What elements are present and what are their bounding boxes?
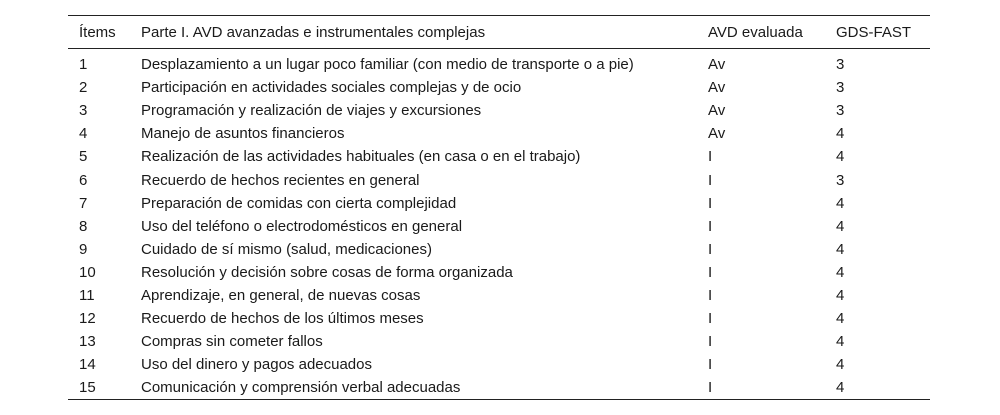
item-description: Preparación de comidas con cierta complejidad	[141, 194, 457, 212]
avd-type: I	[708, 171, 713, 189]
gds-fast-stage: 3	[836, 102, 845, 120]
item-description: Desplazamiento a un lugar poco familiar (con medio de transporte o a pie)	[141, 56, 634, 74]
avd-table-container	[68, 15, 930, 400]
avd-type: I	[708, 286, 713, 304]
item-description: Cuidado de sí mismo (salud, medicaciones)	[141, 240, 432, 258]
item-number: 7	[79, 194, 88, 212]
item-description: Programación y realización de viajes y excursiones	[141, 102, 482, 120]
gds-fast-stage: 4	[836, 333, 845, 351]
item-description: Realización de las actividades habituales (en casa o en el trabajo)	[141, 148, 581, 166]
table-row	[68, 376, 930, 400]
item-number: 2	[79, 79, 88, 97]
gds-fast-stage: 3	[836, 79, 845, 97]
table-row	[68, 353, 930, 376]
table-row	[68, 238, 930, 261]
header-row	[68, 16, 930, 49]
gds-fast-stage: 4	[836, 263, 845, 281]
item-description: Recuerdo de hechos recientes en general	[141, 171, 420, 189]
table-row	[68, 122, 930, 145]
item-description: Uso del teléfono o electrodomésticos en general	[141, 217, 463, 235]
gds-fast-stage: 4	[836, 148, 845, 166]
gds-fast-stage: 4	[836, 286, 845, 304]
avd-type: Av	[708, 79, 726, 97]
table-header	[68, 16, 930, 49]
item-number: 6	[79, 171, 88, 189]
table-row	[68, 307, 930, 330]
item-description: Aprendizaje, en general, de nuevas cosas	[141, 286, 421, 304]
table-row	[68, 76, 930, 99]
avd-type: Av	[708, 102, 726, 120]
header-avd-evaluada: AVD evaluada	[708, 23, 803, 41]
item-number: 14	[79, 356, 96, 374]
gds-fast-stage: 4	[836, 240, 845, 258]
gds-fast-stage: 3	[836, 171, 845, 189]
item-number: 13	[79, 333, 96, 351]
avd-type: Av	[708, 125, 726, 143]
header-part-title: Parte I. AVD avanzadas e instrumentales complejas	[141, 23, 486, 41]
item-number: 8	[79, 217, 88, 235]
avd-type: I	[708, 310, 713, 328]
avd-type: I	[708, 194, 713, 212]
table-row	[68, 145, 930, 168]
avd-type: I	[708, 263, 713, 281]
avd-table	[68, 15, 930, 400]
avd-type: I	[708, 240, 713, 258]
header-gds-fast: GDS-FAST	[836, 23, 912, 41]
item-description: Recuerdo de hechos de los últimos meses	[141, 310, 424, 328]
table-row	[68, 192, 930, 215]
gds-fast-stage: 4	[836, 379, 845, 397]
item-description: Resolución y decisión sobre cosas de forma organizada	[141, 263, 513, 281]
avd-type: I	[708, 356, 713, 374]
item-description: Compras sin cometer fallos	[141, 333, 323, 351]
item-number: 3	[79, 102, 88, 120]
item-description: Participación en actividades sociales complejas y de ocio	[141, 79, 522, 97]
table-row	[68, 261, 930, 284]
table-row	[68, 330, 930, 353]
avd-type: I	[708, 379, 713, 397]
gds-fast-stage: 4	[836, 125, 845, 143]
gds-fast-stage: 3	[836, 56, 845, 74]
table-row	[68, 215, 930, 238]
avd-type: I	[708, 217, 713, 235]
table-row	[68, 168, 930, 191]
item-number: 10	[79, 263, 96, 281]
item-number: 5	[79, 148, 88, 166]
table-row	[68, 99, 930, 122]
item-number: 15	[79, 379, 96, 397]
item-description: Manejo de asuntos financieros	[141, 125, 345, 143]
avd-type: I	[708, 333, 713, 351]
avd-type: Av	[708, 56, 726, 74]
gds-fast-stage: 4	[836, 194, 845, 212]
item-number: 11	[79, 286, 95, 304]
avd-type: I	[708, 148, 713, 166]
item-number: 12	[79, 310, 96, 328]
item-number: 4	[79, 125, 88, 143]
item-number: 1	[79, 56, 88, 74]
table-body	[68, 49, 930, 400]
gds-fast-stage: 4	[836, 356, 845, 374]
gds-fast-stage: 4	[836, 310, 845, 328]
item-number: 9	[79, 240, 88, 258]
item-description: Comunicación y comprensión verbal adecuadas	[141, 379, 461, 397]
table-row	[68, 284, 930, 307]
header-items: Ítems	[79, 23, 116, 41]
gds-fast-stage: 4	[836, 217, 845, 235]
item-description: Uso del dinero y pagos adecuados	[141, 356, 372, 374]
table-row	[68, 49, 930, 77]
